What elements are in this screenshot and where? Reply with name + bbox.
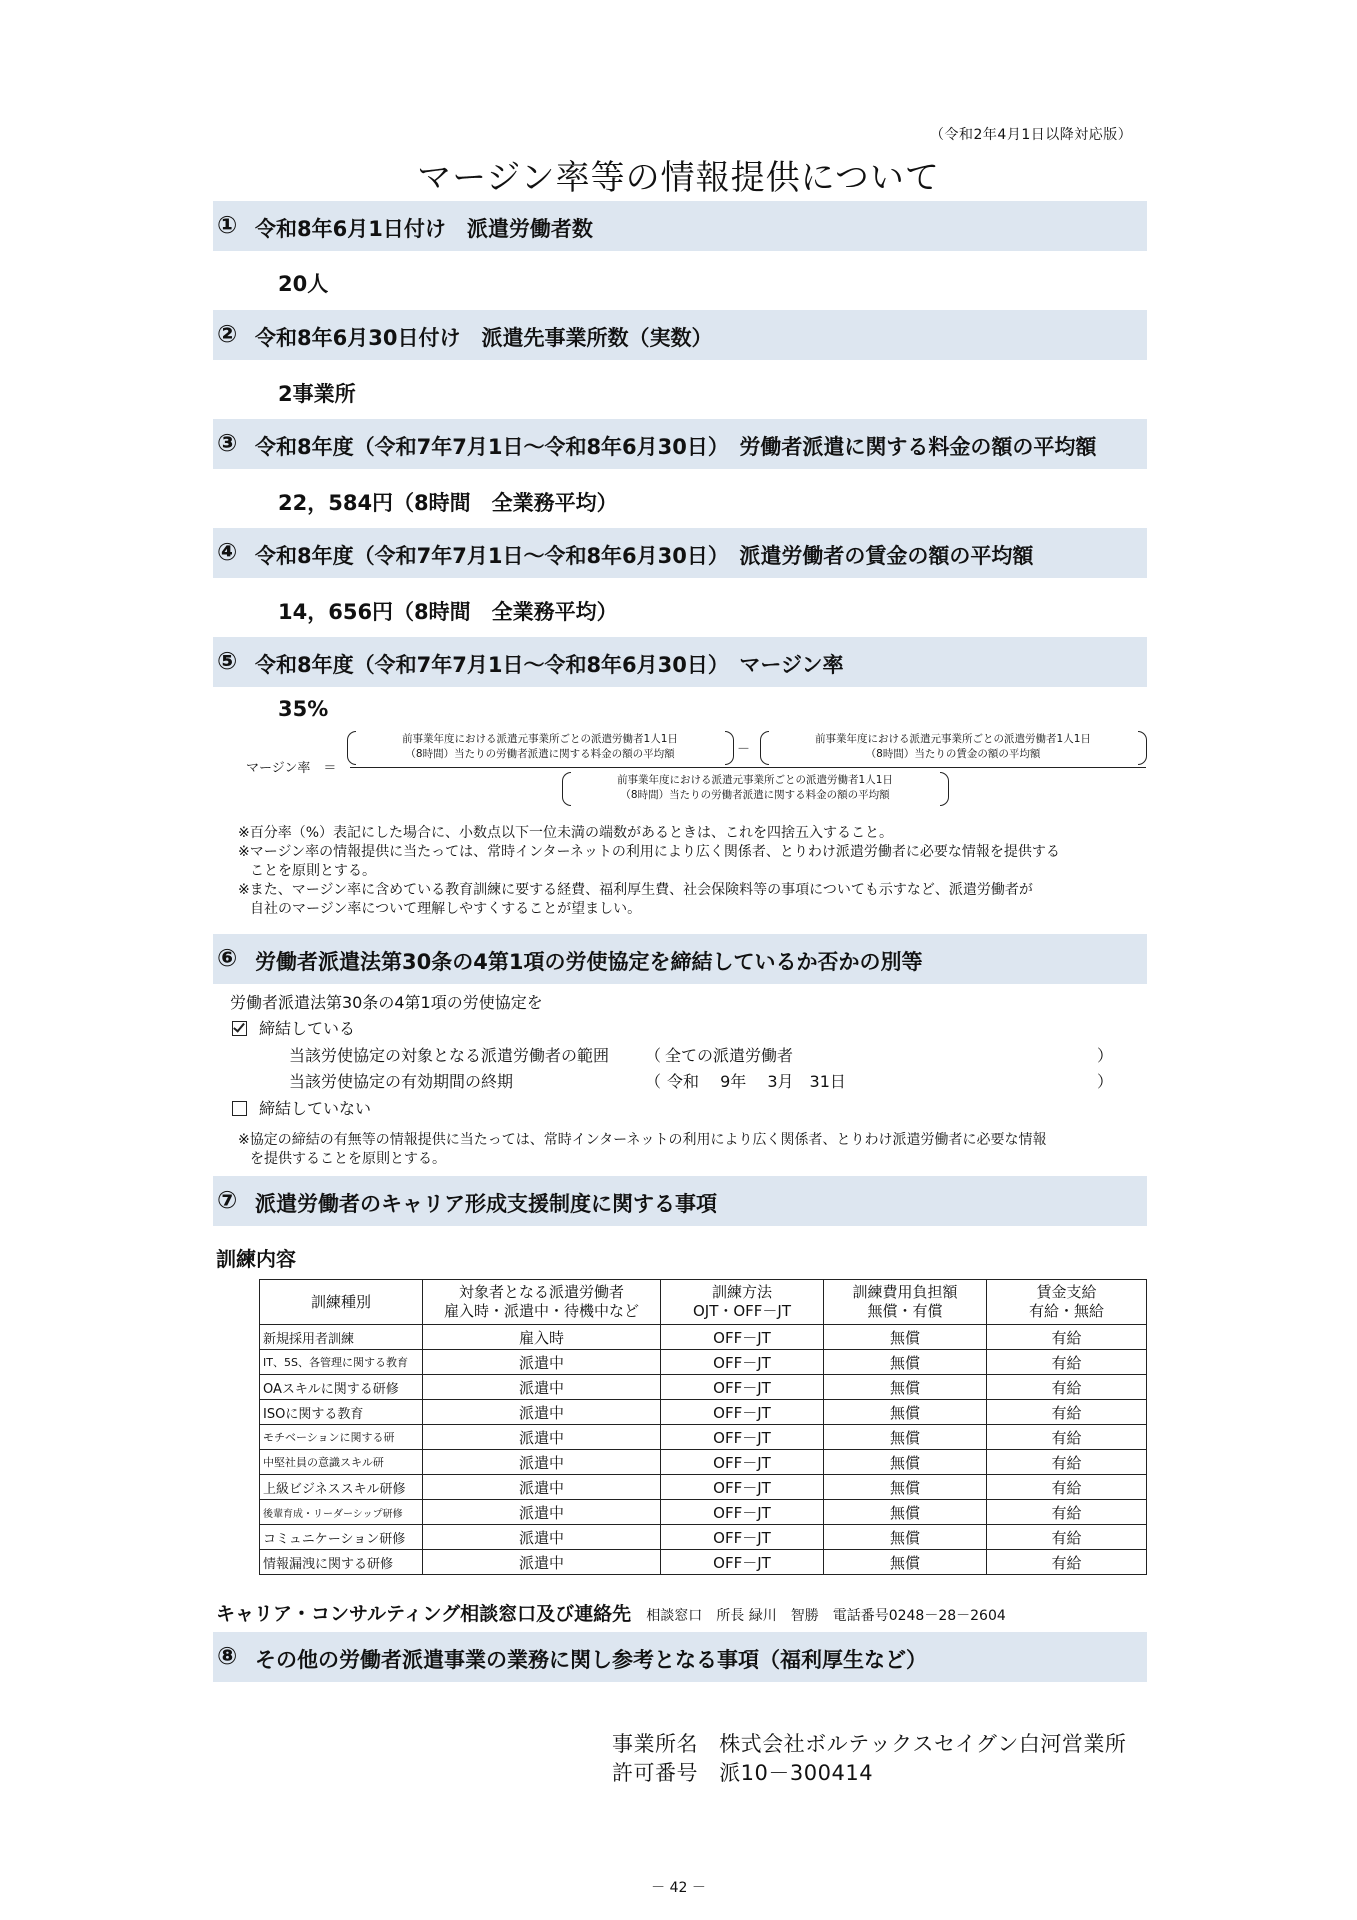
section-title: 令和8年度（令和7年7月1日～令和8年6月30日） 労働者派遣に関する料金の額の平均額 — [255, 435, 1097, 459]
wage-payment: 有給 — [987, 1375, 1147, 1400]
formula-label: マージン率 ＝ — [246, 761, 337, 776]
formula-wage-text: 前事業年度における派遣元事業所ごとの派遣労働者1人1日 （8時間）当たりの賃金の額の平均額 — [815, 733, 1091, 760]
close-paren: ） — [1097, 1072, 1114, 1091]
checkbox-icon[interactable] — [232, 1101, 247, 1116]
training-table — [259, 1279, 1147, 1575]
wage-payment: 有給 — [987, 1500, 1147, 1525]
formula-bracket — [1138, 731, 1147, 765]
training-type: 後輩育成・リーダーシップ研修 — [260, 1500, 423, 1525]
wage-payment: 有給 — [987, 1550, 1147, 1575]
wage-payment: 有給 — [987, 1475, 1147, 1500]
fraction-line — [350, 767, 1146, 768]
option-label: 締結している — [259, 1019, 356, 1038]
dispatched-worker-count: 20人 — [278, 272, 329, 296]
training-method: OFF－JT — [661, 1500, 824, 1525]
training-method: OFF－JT — [661, 1350, 824, 1375]
cost-burden: 無償 — [824, 1450, 987, 1475]
office-name-label: 事業所名 — [612, 1732, 698, 1756]
section-number: ④ — [217, 538, 238, 566]
average-fee: 22，584円（8時間 全業務平均） — [278, 491, 618, 515]
checked-checkbox-icon[interactable] — [232, 1021, 247, 1036]
average-wage: 14，656円（8時間 全業務平均） — [278, 600, 618, 624]
option-label: 締結していない — [259, 1099, 372, 1118]
column-header: 対象者となる派遣労働者 雇入時・派遣中・待機中など — [423, 1280, 661, 1325]
training-type: モチベーションに関する研 — [260, 1425, 423, 1450]
wage-payment: 有給 — [987, 1425, 1147, 1450]
page-title: マージン率等の情報提供について — [417, 158, 940, 198]
section-number: ⑦ — [217, 1186, 238, 1214]
agreement-note: ※協定の締結の有無等の情報提供に当たっては、常時インターネットの利用により広く関係者、とりわけ派遣労働者に必要な情報 を提供することを原則とする。 — [238, 1132, 1047, 1167]
target-workers: 派遣中 — [423, 1525, 661, 1550]
section-5-header — [213, 637, 1147, 687]
training-type: ISOに関する教育 — [260, 1400, 423, 1425]
wage-payment: 有給 — [987, 1350, 1147, 1375]
cost-burden: 無償 — [824, 1500, 987, 1525]
table-row — [260, 1400, 1147, 1425]
target-workers: 派遣中 — [423, 1475, 661, 1500]
consult-detail: 相談窓口 所長 緑川 智勝 電話番号0248－28－2604 — [646, 1608, 1006, 1624]
target-workers: 雇入時 — [423, 1325, 661, 1350]
wage-payment: 有給 — [987, 1450, 1147, 1475]
section-number: ② — [217, 320, 238, 348]
agreement-end-label: 当該労使協定の有効期間の終期 — [289, 1072, 514, 1091]
agreement-scope-value: 全ての派遣労働者 — [665, 1046, 794, 1065]
table-row — [260, 1350, 1147, 1375]
training-type: 上級ビジネススキル研修 — [260, 1475, 423, 1500]
table-row — [260, 1450, 1147, 1475]
cost-burden: 無償 — [824, 1475, 987, 1500]
table-header-row — [260, 1280, 1147, 1325]
target-workers: 派遣中 — [423, 1425, 661, 1450]
table-row — [260, 1375, 1147, 1400]
section-3-header — [213, 419, 1147, 469]
cost-burden: 無償 — [824, 1425, 987, 1450]
table-row — [260, 1425, 1147, 1450]
section-2-header — [213, 310, 1147, 360]
target-workers: 派遣中 — [423, 1400, 661, 1425]
table-row — [260, 1550, 1147, 1575]
training-type: OAスキルに関する研修 — [260, 1375, 423, 1400]
cost-burden: 無償 — [824, 1550, 987, 1575]
career-consulting-line — [216, 1599, 1006, 1626]
section-6-header — [213, 934, 1147, 984]
formula-denominator-text: 前事業年度における派遣元事業所ごとの派遣労働者1人1日 （8時間）当たりの労働者派遣に関する料金の額の平均額 — [617, 774, 893, 801]
training-type: 新規採用者訓練 — [260, 1325, 423, 1350]
target-workers: 派遣中 — [423, 1500, 661, 1525]
column-header: 賃金支給 有給・無給 — [987, 1280, 1147, 1325]
column-header: 訓練種別 — [260, 1280, 423, 1325]
page-number: － 42 － — [651, 1880, 706, 1896]
section-4-header — [213, 528, 1147, 578]
section-number: ⑥ — [217, 944, 238, 972]
office-name-line — [612, 1728, 1126, 1758]
section-number: ① — [217, 211, 238, 239]
table-row — [260, 1475, 1147, 1500]
formula-bracket — [940, 772, 949, 806]
formula-fee-text: 前事業年度における派遣元事業所ごとの派遣労働者1人1日 （8時間）当たりの労働者派遣に関する料金の額の平均額 — [402, 733, 678, 760]
training-method: OFF－JT — [661, 1475, 824, 1500]
training-type: コミュニケーション研修 — [260, 1525, 423, 1550]
table-row — [260, 1500, 1147, 1525]
section-number: ③ — [217, 429, 238, 457]
training-method: OFF－JT — [661, 1375, 824, 1400]
section-7-header — [213, 1176, 1147, 1226]
section-8-header — [213, 1632, 1147, 1682]
section-1-header — [213, 201, 1147, 251]
target-workers: 派遣中 — [423, 1550, 661, 1575]
cost-burden: 無償 — [824, 1375, 987, 1400]
section-title: 令和8年6月30日付け 派遣先事業所数（実数） — [255, 326, 713, 350]
margin-notes: ※百分率（%）表記にした場合に、小数点以下一位未満の端数があるときは、これを四捨五入すること。 ※マージン率の情報提供に当たっては、常時インターネットの利用により広く関係者、とりわけ派遣労働者に必要な情報を提供する ことを原則とする。 ※また、マージン率に含めている教育訓練に要する経費、福利厚生費、社会保険料等の事項についても示すなど、派遣労働者が 自社のマージン率について理解しやすくすることが望ましい。 — [238, 825, 1060, 917]
table-row — [260, 1525, 1147, 1550]
agreement-end-date: 令和 9年 3月 31日 — [667, 1072, 846, 1091]
training-method: OFF－JT — [661, 1325, 824, 1350]
open-paren: （ — [645, 1046, 662, 1065]
version-note: （令和2年4月1日以降対応版） — [930, 127, 1133, 143]
training-method: OFF－JT — [661, 1450, 824, 1475]
section-title: 令和8年度（令和7年7月1日～令和8年6月30日） マージン率 — [255, 653, 844, 677]
cost-burden: 無償 — [824, 1400, 987, 1425]
license-label: 許可番号 — [612, 1761, 698, 1785]
office-name: 株式会社ボルテックスセイグン白河営業所 — [719, 1732, 1127, 1756]
close-paren: ） — [1097, 1046, 1114, 1065]
training-method: OFF－JT — [661, 1425, 824, 1450]
consult-heading: キャリア・コンサルティング相談窓口及び連絡先 — [216, 1603, 632, 1625]
training-method: OFF－JT — [661, 1550, 824, 1575]
agreement-not-concluded-option[interactable] — [232, 1096, 371, 1119]
training-type: IT、5S、各管理に関する教育 — [260, 1350, 423, 1375]
agreement-concluded-option[interactable] — [232, 1016, 355, 1039]
table-row — [260, 1325, 1147, 1350]
formula-bracket — [725, 731, 734, 765]
training-method: OFF－JT — [661, 1525, 824, 1550]
cost-burden: 無償 — [824, 1325, 987, 1350]
wage-payment: 有給 — [987, 1400, 1147, 1425]
margin-rate: 35% — [278, 697, 329, 721]
section-title: 労働者派遣法第30条の4第1項の労使協定を締結しているか否かの別等 — [255, 950, 923, 974]
agreement-scope-label: 当該労使協定の対象となる派遣労働者の範囲 — [289, 1046, 610, 1065]
wage-payment: 有給 — [987, 1525, 1147, 1550]
target-workers: 派遣中 — [423, 1375, 661, 1400]
client-office-count: 2事業所 — [278, 382, 356, 406]
training-type: 情報漏洩に関する研修 — [260, 1550, 423, 1575]
section-title: 令和8年6月1日付け 派遣労働者数 — [255, 217, 593, 241]
cost-burden: 無償 — [824, 1350, 987, 1375]
column-header: 訓練費用負担額 無償・有償 — [824, 1280, 987, 1325]
section-number: ⑤ — [217, 647, 238, 675]
wage-payment: 有給 — [987, 1325, 1147, 1350]
column-header: 訓練方法 OJT・OFF－JT — [661, 1280, 824, 1325]
training-heading: 訓練内容 — [216, 1247, 296, 1271]
section-number: ⑧ — [217, 1642, 238, 1670]
license-number: 派10－300414 — [719, 1761, 874, 1785]
training-type: 中堅社員の意識スキル研 — [260, 1450, 423, 1475]
training-method: OFF－JT — [661, 1400, 824, 1425]
formula-minus: － — [737, 742, 751, 757]
section-title: 派遣労働者のキャリア形成支援制度に関する事項 — [255, 1192, 717, 1216]
open-paren: （ — [645, 1072, 662, 1091]
section-title: 令和8年度（令和7年7月1日～令和8年6月30日） 派遣労働者の賃金の額の平均額 — [255, 544, 1034, 568]
cost-burden: 無償 — [824, 1525, 987, 1550]
target-workers: 派遣中 — [423, 1450, 661, 1475]
agreement-intro: 労働者派遣法第30条の4第1項の労使協定を — [230, 993, 543, 1012]
section-title: その他の労働者派遣事業の業務に関し参考となる事項（福利厚生など） — [255, 1648, 927, 1672]
target-workers: 派遣中 — [423, 1350, 661, 1375]
license-line — [612, 1757, 873, 1787]
